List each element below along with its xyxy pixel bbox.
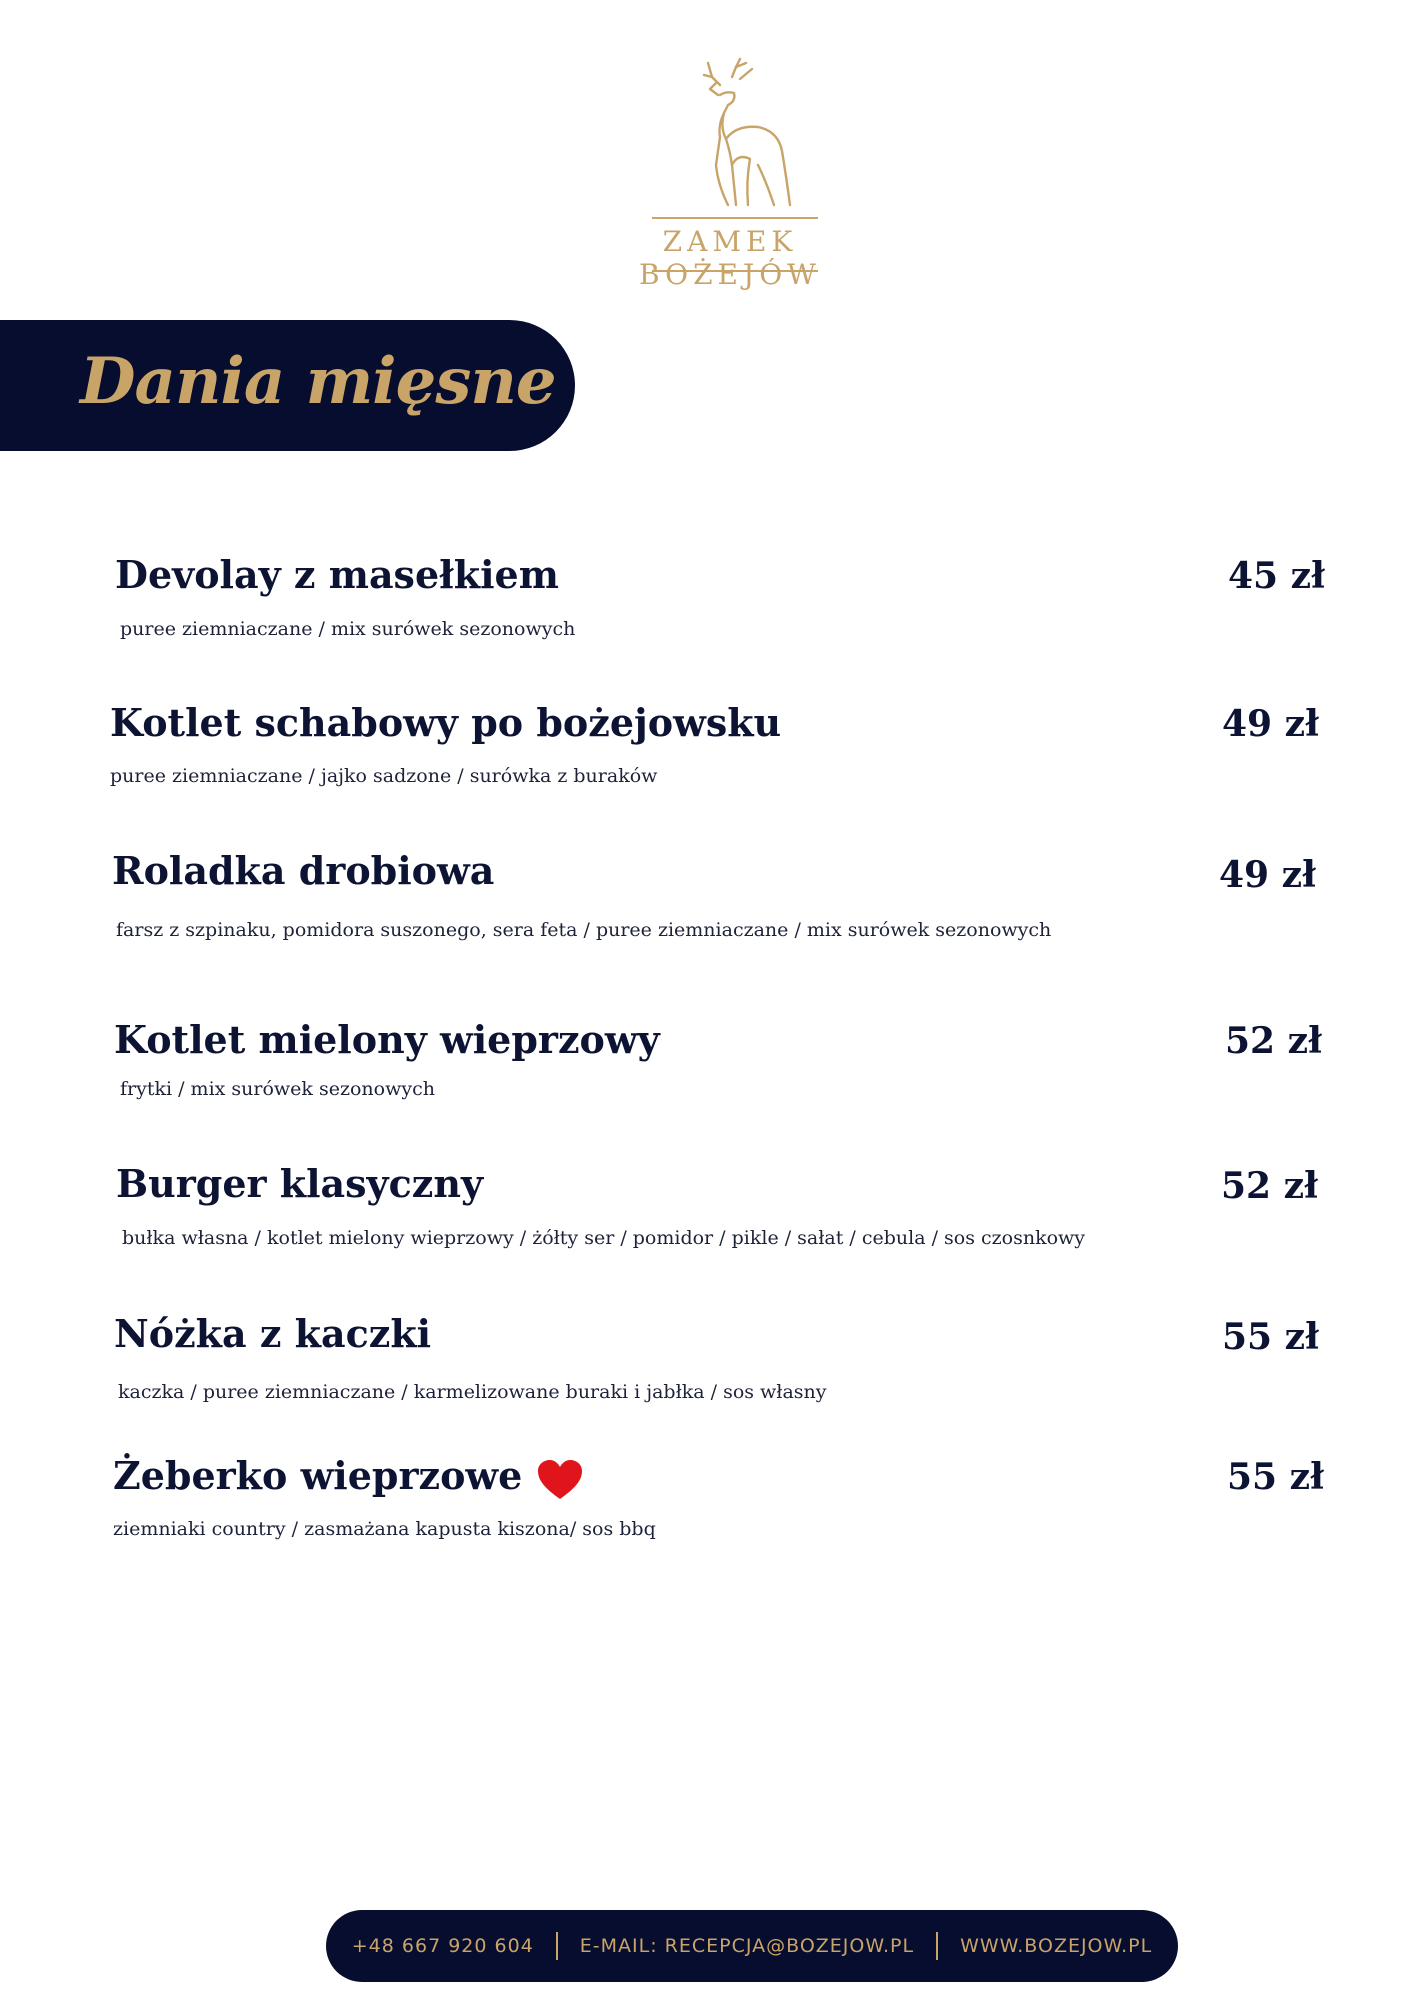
dish-name-kotlet-schabowy: Kotlet schabowy po bożejowsku [110,700,782,745]
dish-description-devolay: puree ziemniaczane / mix surówek sezonowych [120,618,576,640]
footer-divider [556,1932,558,1960]
dish-name-burger: Burger klasyczny [116,1161,484,1206]
dish-price-kotlet-schabowy: 49 zł [1222,703,1319,745]
brand-logo [580,55,880,295]
footer-email[interactable]: E-MAIL: RECEPCJA@BOZEJOW.PL [579,1935,915,1957]
logo-divider-bottom [652,270,818,272]
dish-price-zeberko: 55 zł [1227,1456,1324,1498]
dish-price-roladka: 49 zł [1219,854,1316,896]
dish-description-kotlet-schabowy: puree ziemniaczane / jajko sadzone / surówka z buraków [110,765,658,787]
dish-price-nozka-z-kaczki: 55 zł [1222,1316,1319,1358]
dish-name-zeberko [113,1453,584,1501]
dish-price-kotlet-mielony: 52 zł [1225,1020,1322,1062]
dish-name-nozka-z-kaczki: Nóżka z kaczki [114,1311,432,1356]
footer-website[interactable]: WWW.BOZEJOW.PL [960,1935,1153,1957]
dish-description-nozka-z-kaczki: kaczka / puree ziemniaczane / karmelizowane buraki i jabłka / sos własny [118,1381,827,1403]
dish-name-devolay: Devolay z masełkiem [115,552,559,597]
contact-footer [326,1910,1178,1982]
logo-divider-top [652,217,818,219]
dish-description-burger: bułka własna / kotlet mielony wieprzowy / żółty ser / pomidor / pikle / sałat / cebula / sos czosnkowy [122,1227,1086,1249]
dish-description-zeberko: ziemniaki country / zasmażana kapusta kiszona/ sos bbq [113,1518,656,1540]
brand-name: ZAMEK BOŻEJÓW [639,225,821,291]
dish-price-devolay: 45 zł [1228,555,1325,597]
dish-name-roladka: Roladka drobiowa [112,848,495,893]
dish-description-kotlet-mielony: frytki / mix surówek sezonowych [120,1078,435,1100]
dish-price-burger: 52 zł [1221,1165,1318,1207]
section-title: Dania mięsne [80,344,556,419]
dish-name-kotlet-mielony: Kotlet mielony wieprzowy [114,1017,660,1062]
footer-divider [936,1932,938,1960]
dish-description-roladka: farsz z szpinaku, pomidora suszonego, sera feta / puree ziemniaczane / mix surówek sezonowych [116,919,1052,941]
heart-icon [536,1459,584,1501]
deer-icon [670,55,800,210]
footer-phone[interactable]: +48 667 920 604 [351,1935,534,1957]
dish-name-zeberko-label: Żeberko wieprzowe [113,1453,523,1498]
